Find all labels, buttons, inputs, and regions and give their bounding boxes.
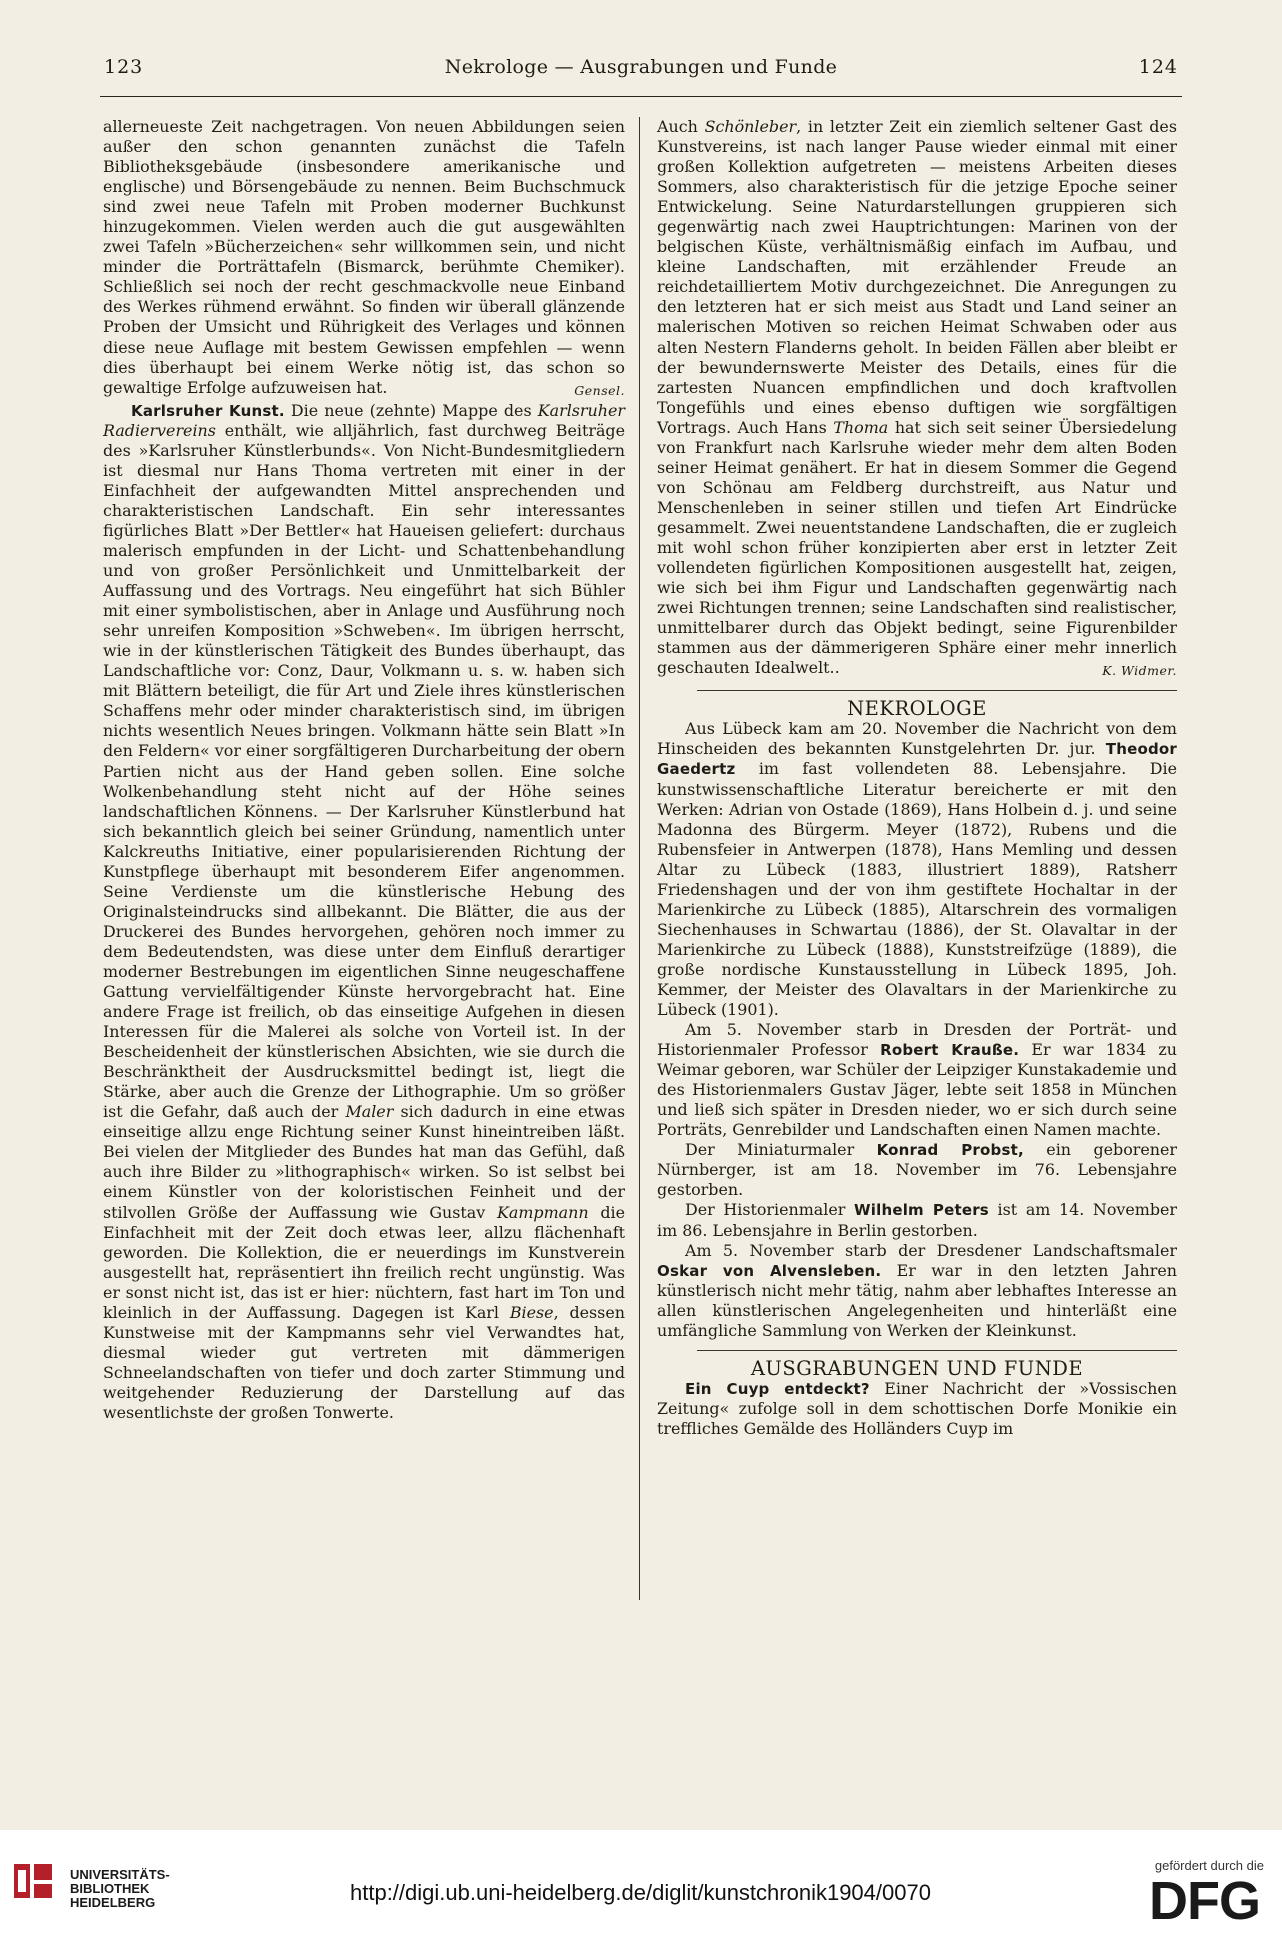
paragraph-text: , in letzter Zeit ein ziemlich seltener Gast des Kunstvereins, ist nach langer Pause wieder einmal mit einer großen Kollektion aufgetreten — meistens Arbeiten dieses Sommers, also charakteristisch für die jetzige Epoche seiner Entwickelung. Seine Naturdarstellungen gruppieren sich gegenwärtig nach zwei Hauptrichtungen: Marinen von der belgischen Küste, verhältnismäßig einfach im Aufbau, und kleine Landschaften, mit erzählender Freude an reichdetailliertem Motiv durchgezeichnet. Die Anregungen zu den letzteren hat er sich meist aus Stadt und Land seiner an malerischen Motiven so reichen Heimat Schwaben oder aus alten Nestern Flanderns geholt. In beiden Fällen aber bleibt er der bewundernswerte Meister des Details, eines für die zartesten Nuancen empfindlichen und doch kraftvollen Tongefühls und eines ebenso duftigen wie sorgfältigen Vortrags. Auch Hans xyxy=(657,117,1177,437)
paragraph-text: Die neue (zehnte) Mappe des xyxy=(284,400,538,420)
viewer-footer xyxy=(0,1830,1282,1935)
person-name: Oskar von Alvensleben. xyxy=(657,1261,882,1280)
paragraph-text: Am 5. November starb der Dresdener Landschaftsmaler xyxy=(685,1240,1177,1260)
obituary-probst xyxy=(657,1140,1177,1200)
running-title: Nekrologe — Ausgrabungen und Funde xyxy=(444,56,838,78)
obituary-krausse xyxy=(657,1020,1177,1140)
paragraph-text: hat sich seit seiner Übersiedelung von Frankfurt nach Karlsruhe wieder mehr dem alten Boden seiner Heimat genähert. Er hat in diesem Sommer die Gegend von Schönau am Feldberg durchstreift, aus Natur und Menschenleben in seiner stillen und tiefen Art Eindrücke gesammelt. Zwei neuentstandene Landschaften, die er zugleich mit wohl schon früher konzipierten aber erst in letzter Zeit vollendeten figürlichen Kompositionen ausgestellt hat, zeigen, wie sich bei ihm Figur und Landschaften gegenwärtig nach zwei Richtungen trennen; seine Landschaften sind realistischer, unmittelbarer durch das Objekt bedingt, seine Figurenbilder stammen aus der dämmerigeren Sphäre einer mehr innerlich geschauten Idealwelt.. xyxy=(657,417,1177,678)
emphasis-text: Schönleber xyxy=(704,117,797,136)
author-signature: K. Widmer. xyxy=(1102,663,1177,679)
paragraph-text: Einer Nachricht der »Vossischen Zeitung« zufolge soll in dem schottischen Dorfe Monikie ein treffliches Gemälde des Holländers Cuyp im xyxy=(657,1378,1177,1438)
right-column xyxy=(657,117,1177,1439)
library-name-line: HEIDELBERG xyxy=(70,1895,156,1910)
person-name: Robert Krauße. xyxy=(880,1041,1020,1060)
obituary-alvensleben xyxy=(657,1241,1177,1341)
person-name: Wilhelm Peters xyxy=(854,1201,989,1220)
paragraph-text: Der Historienmaler xyxy=(685,1200,855,1220)
emphasis-text: Biese xyxy=(509,1302,554,1322)
paragraph-text: ein geborener Nürnberger, ist am 18. November im 76. Lebensjahre gestorben. xyxy=(657,1140,1178,1200)
section-lead: Ein Cuyp entdeckt? xyxy=(685,1379,870,1398)
paragraph-text: Der Miniaturmaler xyxy=(685,1140,877,1160)
obituary-peters xyxy=(657,1200,1177,1240)
section-rule xyxy=(697,690,1177,691)
paragraph-text: allerneueste Zeit nachgetragen. Von neuen Abbildungen seien außer den schon genannten zunächst die Tafeln Bibliotheksgebäude (insbesondere amerikanische und englische) und Börsengebäude zu nennen. Beim Buchschmuck sind zwei neue Tafeln mit Proben moderner Buchkunst hinzugekommen. Vielen werden auch die gut ausgewählten zwei Tafeln »Bücherzeichen« sehr willkommen sein, und nicht minder die Porträttafeln (Bismarck, berühmte Chemiker). Schließlich sei noch der recht geschmackvolle neue Einband des Werkes rühmend erwähnt. So finden wir überall glänzende Proben der Umsicht und Rührigkeit des Verlages und können diese neue Auflage mit bestem Gewissen empfehlen — wenn dies überhaupt bei einem Werke nötig ist, das schon so gewaltige Erfolge aufzuweisen hat. xyxy=(103,117,625,397)
funder-label: gefördert durch die xyxy=(1154,1858,1264,1873)
header-rule xyxy=(100,96,1182,97)
emphasis-text: Kampmann xyxy=(496,1202,589,1222)
dfg-logo[interactable]: DFG xyxy=(1149,1871,1260,1931)
left-column xyxy=(103,117,625,1423)
person-name: Konrad Probst, xyxy=(876,1141,1024,1160)
library-name-line: UNIVERSITÄTS- xyxy=(70,1867,170,1882)
emphasis-text: Maler xyxy=(345,1102,394,1122)
person-name: Theodor Gaedertz xyxy=(657,740,1177,779)
paragraph-text: Er war in den letzten Jahren künstlerisch nicht mehr tätig, nahm aber lebhaftes Interesse an allen künstlerischen Angelegenheiten und hinterläßt eine umfängliche Sammlung von Werken der Kleinkunst. xyxy=(657,1260,1177,1340)
university-library-name[interactable] xyxy=(70,1868,170,1910)
obituary-gaedertz xyxy=(657,719,1177,1020)
paragraph-cuyp xyxy=(657,1379,1177,1439)
section-heading-nekrologe: NEKROLOGE xyxy=(847,697,987,721)
page-number-right: 124 xyxy=(1138,56,1178,78)
university-library-logo-icon[interactable] xyxy=(10,1858,56,1904)
paragraph-text: ist am 14. November im 86. Lebensjahre in Berlin gestorben. xyxy=(657,1200,1178,1240)
author-signature: Gensel. xyxy=(574,382,625,398)
section-rule xyxy=(697,1350,1177,1351)
paragraph-text: im fast vollendeten 88. Lebensjahre. Die kunstwissenschaftliche Literatur bereicherte er mit den Werken: Adrian von Ostade (1869), Hans Holbein d. j. und seine Madonna des Bürgerm. Meyer (1872), Rubens und die Rubensfeier in Antwerpen (1878), Hans Memling und dessen Altar zu Lübeck (1883, illustriert 1889), Ratsherr Friedenshagen und der von ihm gestiftete Hochaltar in der Marienkirche zu Lübeck (1885), Altarschrein des vormaligen Siechenhauses in Schwartau (1886), der St. Olavaltar in der Marienkirche zu Lübeck (1888), Kunststreifzüge (1889), die große nordische Kunstausstellung in Lübeck 1895, Joh. Kemmer, der Meister des Olavaltars in der Marienkirche zu Lübeck (1901). xyxy=(657,759,1177,1020)
paragraph-text: Aus Lübeck kam am 20. November die Nachricht von dem Hinscheiden des bekannten Kunstgelehrten Dr. jur. xyxy=(657,719,1177,759)
paragraph-text: , dessen Kunstweise mit der Kampmanns sehr viel Verwandtes hat, diesmal wieder gut vertreten mit dämmerigen Schneelandschaften von tiefer und doch zarter Stimmung und weitgehender Reduzierung der Darstellung auf das wesentlichste der großen Tonwerte. xyxy=(103,1302,625,1422)
library-name-line: BIBLIOTHEK xyxy=(70,1881,150,1896)
paragraph-text: Auch xyxy=(657,117,705,136)
emphasis-text: Karlsruher Radiervereins xyxy=(103,400,625,440)
paragraph-karlsruher-kunst xyxy=(103,401,625,1423)
paragraph-text: sich dadurch in eine etwas einseitige allzu enge Richtung seiner Kunst hineintreiben läßt. Bei vielen der Mitglieder des Bundes hat man das Gefühl, daß auch ihre Bilder zu »lithographisch« wirken. So ist selbst bei einem Künstler von der koloristischen Feinheit und der stilvollen Größe der Auffassung wie Gustav xyxy=(103,1102,626,1222)
page-number-left: 123 xyxy=(104,56,144,78)
paragraph-text: Am 5. November starb in Dresden der Porträt- und Historienmaler Professor xyxy=(657,1020,1177,1060)
section-heading-ausgrabungen: AUSGRABUNGEN UND FUNDE xyxy=(750,1356,1084,1380)
paragraph-book-review xyxy=(103,117,625,398)
paragraph-text: Er war 1834 zu Weimar geboren, war Schüler der Leipziger Kunstakademie und des Historienmalers Gustav Jäger, lebte seit 1858 in München und ließ sich später in Dresden nieder, wo er sich durch seine Porträts, Genrebilder und Landschaften einen Namen machte. xyxy=(657,1040,1177,1140)
emphasis-text: Thoma xyxy=(833,417,889,437)
paragraph-text: die Einfachheit mit der Zeit doch etwas leer, allzu flächenhaft geworden. Die Kollektion, die er neuerdings im Kunstverein ausgestellt hat, repräsentiert ihn freilich recht ungünstig. Was er sonst nicht ist, das ist er hier: nüchtern, fast hart im Ton und kleinlich in der Auffassung. Dagegen ist Karl xyxy=(103,1202,625,1322)
running-header xyxy=(104,52,1178,84)
permalink-url[interactable]: http://digi.ub.uni-heidelberg.de/diglit/kunstchronik1904/0070 xyxy=(350,1880,931,1905)
column-divider xyxy=(639,117,640,1600)
paragraph-text: enthält, wie alljährlich, fast durchweg Beiträge des »Karlsruher Künstlerbunds«. Von Nicht-Bundesmitgliedern ist diesmal nur Hans Thoma vertreten mit einer in der Einfachheit der aufgewandten Mittel ansprechenden und charakteristischen Landschaft. Ein sehr interessantes figürliches Blatt »Der Bettler« hat Haueisen geliefert: durchaus malerisch empfunden in der Licht- und Schattenbehandlung und von großer Persönlichkeit und Unmittelbarkeit der Auffassung und des Vortrags. Neu eingeführt hat sich Bühler mit einer symbolistischen, aber in Anlage und Ausführung noch sehr unreifen Komposition »Schweben«. Im übrigen herrscht, wie in der künstlerischen Tätigkeit des Bundes überhaupt, das Landschaftliche vor: Conz, Daur, Volkmann u. s. w. haben sich mit Blättern beteiligt, die für Art und Ziele ihres künstlerischen Schaffens mehr oder minder charakteristisch sind, im übrigen nichts wesentlich Neues bringen. Volkmann hätte sein Blatt »In den Feldern« vor einer sorgfältigeren Durcharbeitung der obern Partien nicht aus der Hand geben sollen. Eine solche Wolkenbehandlung steht nicht auf der Höhe seines landschaftlichen Könnens. — Der Karlsruher Künstlerbund hat sich bekanntlich gleich bei seiner Gründung, namentlich unter Kalckreuths Initiative, einer popularisierenden Richtung der Kunstpflege überhaupt mit besonderem Eifer angenommen. Seine Verdienste um die künstlerische Hebung des Originalsteindrucks sind allbekannt. Die Blätter, die aus der Druckerei des Bundes hervorgehen, gehören noch immer zu dem Bedeutendsten, was diese unter dem Einfluß derartiger moderner Bestrebungen im eigentlichen Sinne neugeschaffene Gattung vervielfältigender Künste hervorgebracht hat. Eine andere Frage ist freilich, ob das einseitige Aufgehen in diesen Interessen für die Malerei als solche von Vorteil ist. In der Bescheidenheit der künstlerischen Absichten, wie sie durch die Beschränktheit der Ausdrucksmittel bedingt ist, liegt die Stärke, aber auch die Grenze der Lithographie. Um so größer ist die Gefahr, daß auch der xyxy=(103,420,625,1122)
paragraph-schoenleber xyxy=(657,117,1177,678)
section-lead: Karlsruher Kunst. xyxy=(131,401,285,420)
